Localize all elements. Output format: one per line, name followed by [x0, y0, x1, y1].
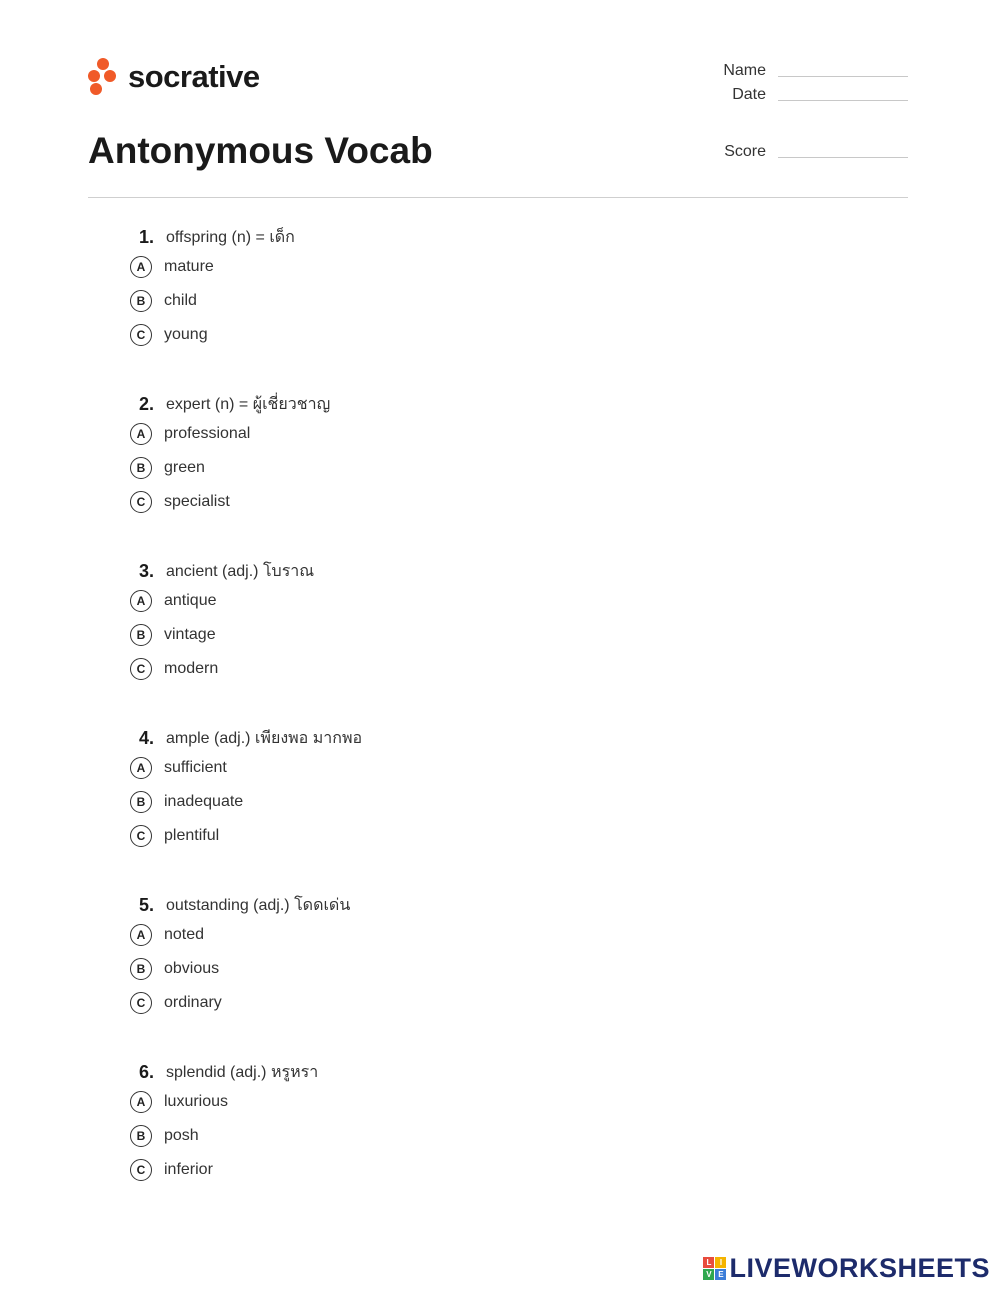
option-b[interactable] [128, 618, 362, 652]
option-letter-b-icon[interactable]: B [130, 457, 152, 479]
question-4 [128, 725, 362, 892]
liveworksheets-logo [703, 1253, 990, 1284]
option-letter-c-icon[interactable]: C [130, 658, 152, 680]
option-c[interactable] [128, 1153, 362, 1187]
option-text: luxurious [164, 1093, 229, 1110]
option-text: sufficient [164, 759, 227, 776]
option-a[interactable] [128, 1085, 362, 1119]
option-c[interactable] [128, 652, 362, 686]
option-letter-a-icon[interactable]: A [130, 1091, 152, 1113]
option-text: inadequate [164, 793, 244, 810]
socrative-hexagon-icon [88, 57, 118, 97]
option-letter-c-icon[interactable]: C [130, 992, 152, 1014]
option-letter-b-icon[interactable]: B [130, 624, 152, 646]
option-b[interactable] [128, 284, 362, 318]
option-b[interactable] [128, 785, 362, 819]
name-line[interactable] [778, 75, 908, 77]
question-number: 1. [138, 226, 154, 247]
question-1 [128, 224, 362, 391]
option-text: antique [164, 592, 217, 609]
option-a[interactable] [128, 417, 362, 451]
option-a[interactable] [128, 250, 362, 284]
option-c[interactable] [128, 986, 362, 1020]
option-letter-c-icon[interactable]: C [130, 1159, 152, 1181]
option-text: ordinary [164, 994, 222, 1011]
option-a[interactable] [128, 918, 362, 952]
option-letter-a-icon[interactable]: A [130, 590, 152, 612]
liveworksheets-blocks-icon [703, 1257, 726, 1280]
question-number: 6. [138, 1061, 154, 1082]
option-text: noted [164, 926, 205, 943]
option-b[interactable] [128, 952, 362, 986]
question-2 [128, 391, 362, 558]
question-number: 3. [138, 560, 154, 581]
question-3 [128, 558, 362, 725]
option-text: child [164, 292, 197, 309]
header-divider [88, 197, 908, 198]
option-text: plentiful [164, 827, 220, 844]
option-b[interactable] [128, 1119, 362, 1153]
option-c[interactable] [128, 819, 362, 853]
question-prompt: outstanding (adj.) โดดเด่น [166, 896, 351, 914]
socrative-logo [88, 57, 260, 97]
option-letter-a-icon[interactable]: A [130, 924, 152, 946]
liveworksheets-text: LIVEWORKSHEETS [729, 1253, 990, 1283]
option-text: specialist [164, 493, 230, 510]
question-prompt: expert (n) = ผู้เชี่ยวชาญ [166, 395, 331, 413]
option-a[interactable] [128, 584, 362, 618]
brand-block-i: I [715, 1257, 726, 1268]
score-label: Score [724, 143, 766, 160]
date-label: Date [732, 86, 766, 103]
option-letter-b-icon[interactable]: B [130, 290, 152, 312]
option-c[interactable] [128, 318, 362, 352]
date-field[interactable] [686, 86, 908, 104]
option-letter-b-icon[interactable]: B [130, 1125, 152, 1147]
option-c[interactable] [128, 485, 362, 519]
page-title: Antonymous Vocab [88, 130, 433, 171]
option-letter-a-icon[interactable]: A [130, 423, 152, 445]
option-text: obvious [164, 960, 220, 977]
score-line[interactable] [778, 156, 908, 158]
brand-block-l: L [703, 1257, 714, 1268]
option-letter-a-icon[interactable]: A [130, 256, 152, 278]
brand-block-v: V [703, 1269, 714, 1280]
option-letter-c-icon[interactable]: C [130, 491, 152, 513]
option-text: young [164, 326, 208, 343]
option-letter-a-icon[interactable]: A [130, 757, 152, 779]
option-text: professional [164, 425, 251, 442]
socrative-logo-text: socrative [128, 59, 260, 94]
question-prompt: offspring (n) = เด็ก [166, 228, 295, 246]
option-letter-b-icon[interactable]: B [130, 791, 152, 813]
option-letter-c-icon[interactable]: C [130, 825, 152, 847]
question-number: 4. [138, 727, 154, 748]
name-label: Name [723, 62, 766, 79]
option-text: posh [164, 1127, 199, 1144]
date-line[interactable] [778, 99, 908, 101]
question-prompt: ancient (adj.) โบราณ [166, 562, 315, 580]
option-b[interactable] [128, 451, 362, 485]
option-text: green [164, 459, 205, 476]
question-prompt: splendid (adj.) หรูหรา [166, 1063, 319, 1081]
question-6 [128, 1059, 362, 1226]
option-letter-c-icon[interactable]: C [130, 324, 152, 346]
score-field[interactable] [686, 143, 908, 161]
option-letter-b-icon[interactable]: B [130, 958, 152, 980]
option-text: modern [164, 660, 219, 677]
question-prompt: ample (adj.) เพียงพอ มากพอ [166, 729, 363, 747]
option-text: inferior [164, 1161, 213, 1178]
question-number: 5. [138, 894, 154, 915]
question-number: 2. [138, 393, 154, 414]
question-5 [128, 892, 362, 1059]
question-list [128, 224, 362, 1226]
option-text: mature [164, 258, 214, 275]
option-text: vintage [164, 626, 216, 643]
brand-block-e: E [715, 1269, 726, 1280]
option-a[interactable] [128, 751, 362, 785]
name-field[interactable] [686, 62, 908, 80]
